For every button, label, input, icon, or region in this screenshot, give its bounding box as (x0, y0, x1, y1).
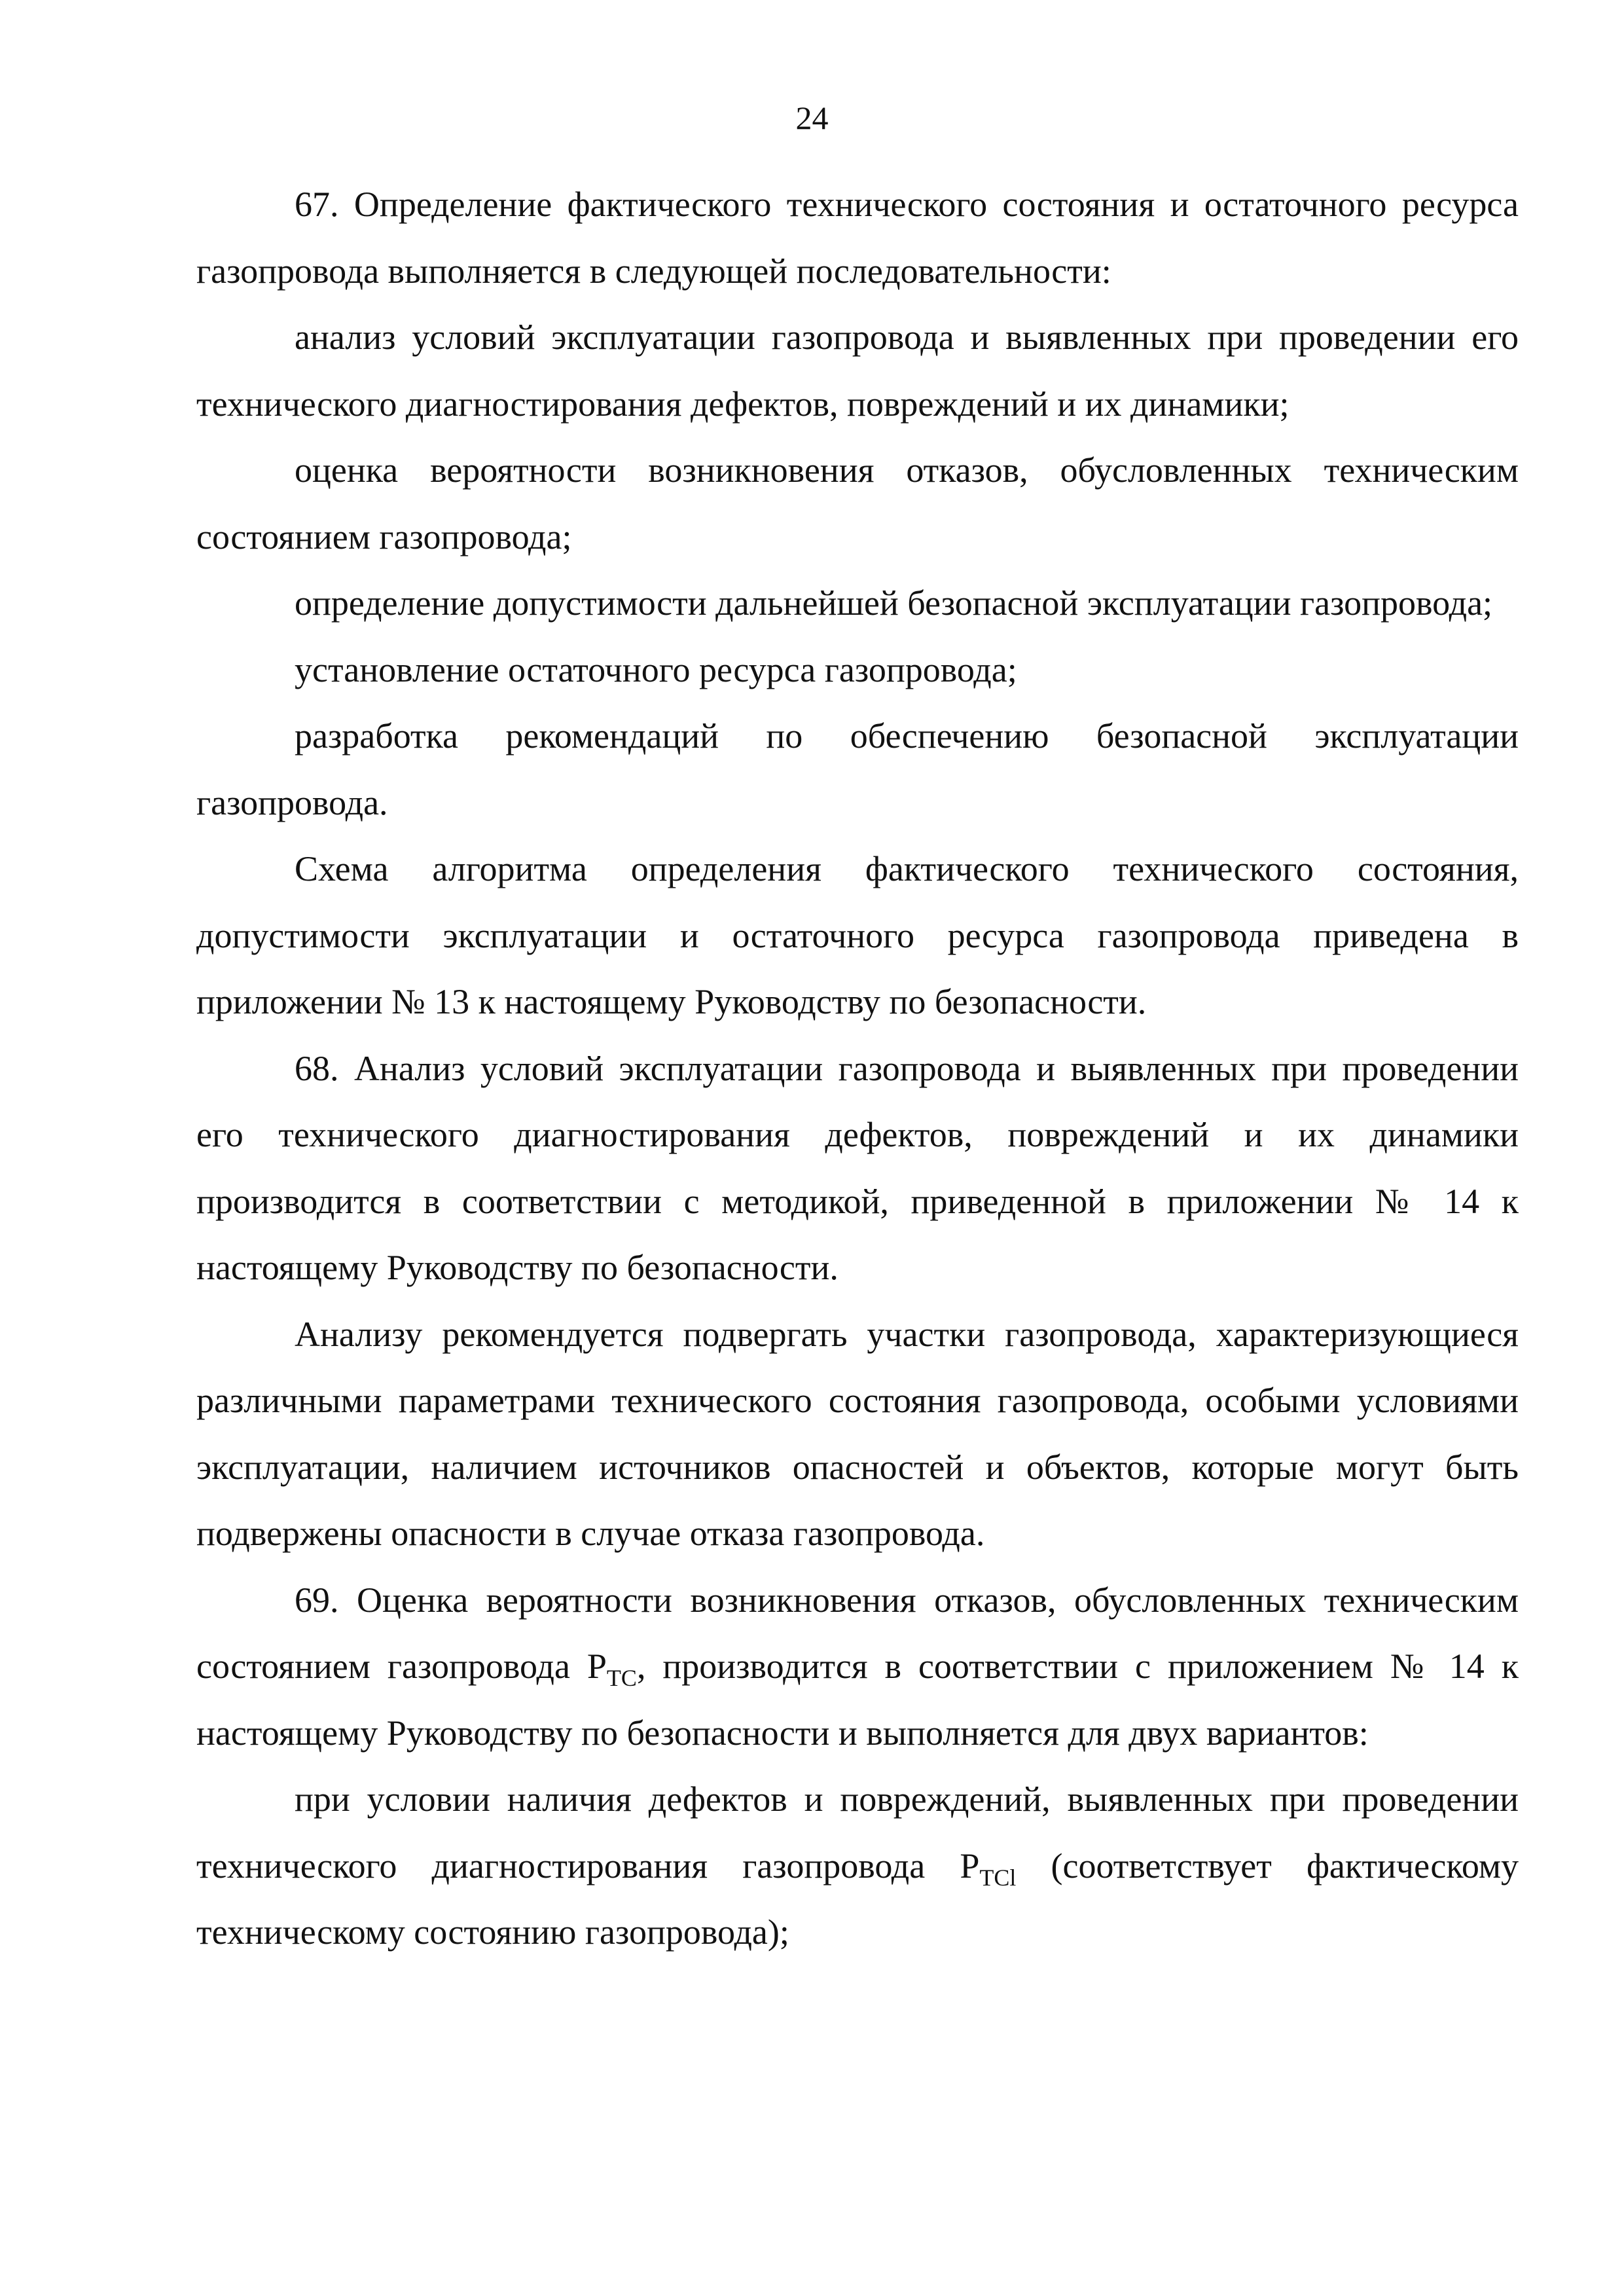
paragraph-69-variant-defects (196, 1766, 1519, 1966)
subscript-tc: TC (606, 1665, 637, 1691)
paragraph-67-item-probability: оценка вероятности возникновения отказов, обусловленных техническим состоянием газопровода; (196, 450, 1519, 556)
paragraph-67-item-resource: установление остаточного ресурса газопровода; (295, 649, 1017, 689)
paragraph-67-item-admissibility: определение допустимости дальнейшей безопасной эксплуатации газопровода; (295, 583, 1493, 623)
paragraph-69-variant-text-end: (соответствует фактическому техническому состоянию газопровода); (196, 1846, 1519, 1952)
paragraph-67-item-analysis: анализ условий эксплуатации газопровода и выявленных при проведении его технического диагностирования дефектов, повреждений и их динамики; (196, 318, 1519, 424)
paragraph-67-item-recommendations: разработка рекомендаций по обеспечению безопасной эксплуатации газопровода. (196, 716, 1519, 822)
paragraph-68-analysis: Анализу рекомендуется подвергать участки газопровода, характеризующиеся различными параметрами технического состояния газопровода, особыми условиями эксплуатации, наличием источников опасностей и объектов, которые могут быть подвержены опасности в случае отказа газопровода. (196, 1314, 1519, 1553)
paragraph-69-variant-text-start: при условии наличия дефектов и повреждений, выявленных при проведении технического диагностирования газопровода P (196, 1779, 1519, 1886)
paragraph-67-scheme: Схема алгоритма определения фактического технического состояния, допустимости эксплуатации и остаточного ресурса газопровода приведена в приложении № 13 к настоящему Руководству по безопасности. (196, 849, 1519, 1021)
paragraph-69-text-start: 69. Оценка вероятности возникновения отказов, обусловленных техническим состоянием газопровода P (196, 1580, 1519, 1686)
paragraph-69-intro (196, 1567, 1519, 1767)
document-body (196, 172, 1519, 1966)
page-number: 24 (795, 100, 829, 136)
paragraph-67-intro: 67. Определение фактического технического состояния и остаточного ресурса газопровода выполняется в следующей последовательности: (196, 185, 1519, 291)
paragraph-69-text-end: , производится в соответствии с приложением № 14 к настоящему Руководству по безопасности и выполняется для двух вариантов: (196, 1647, 1519, 1753)
subscript-tcl: TCl (979, 1864, 1017, 1891)
paragraph-68-intro: 68. Анализ условий эксплуатации газопровода и выявленных при проведении его технического диагностирования дефектов, повреждений и их динамики производится в соответствии с методикой, приведенной в приложении № 14 к настоящему Руководству по безопасности. (196, 1048, 1519, 1287)
